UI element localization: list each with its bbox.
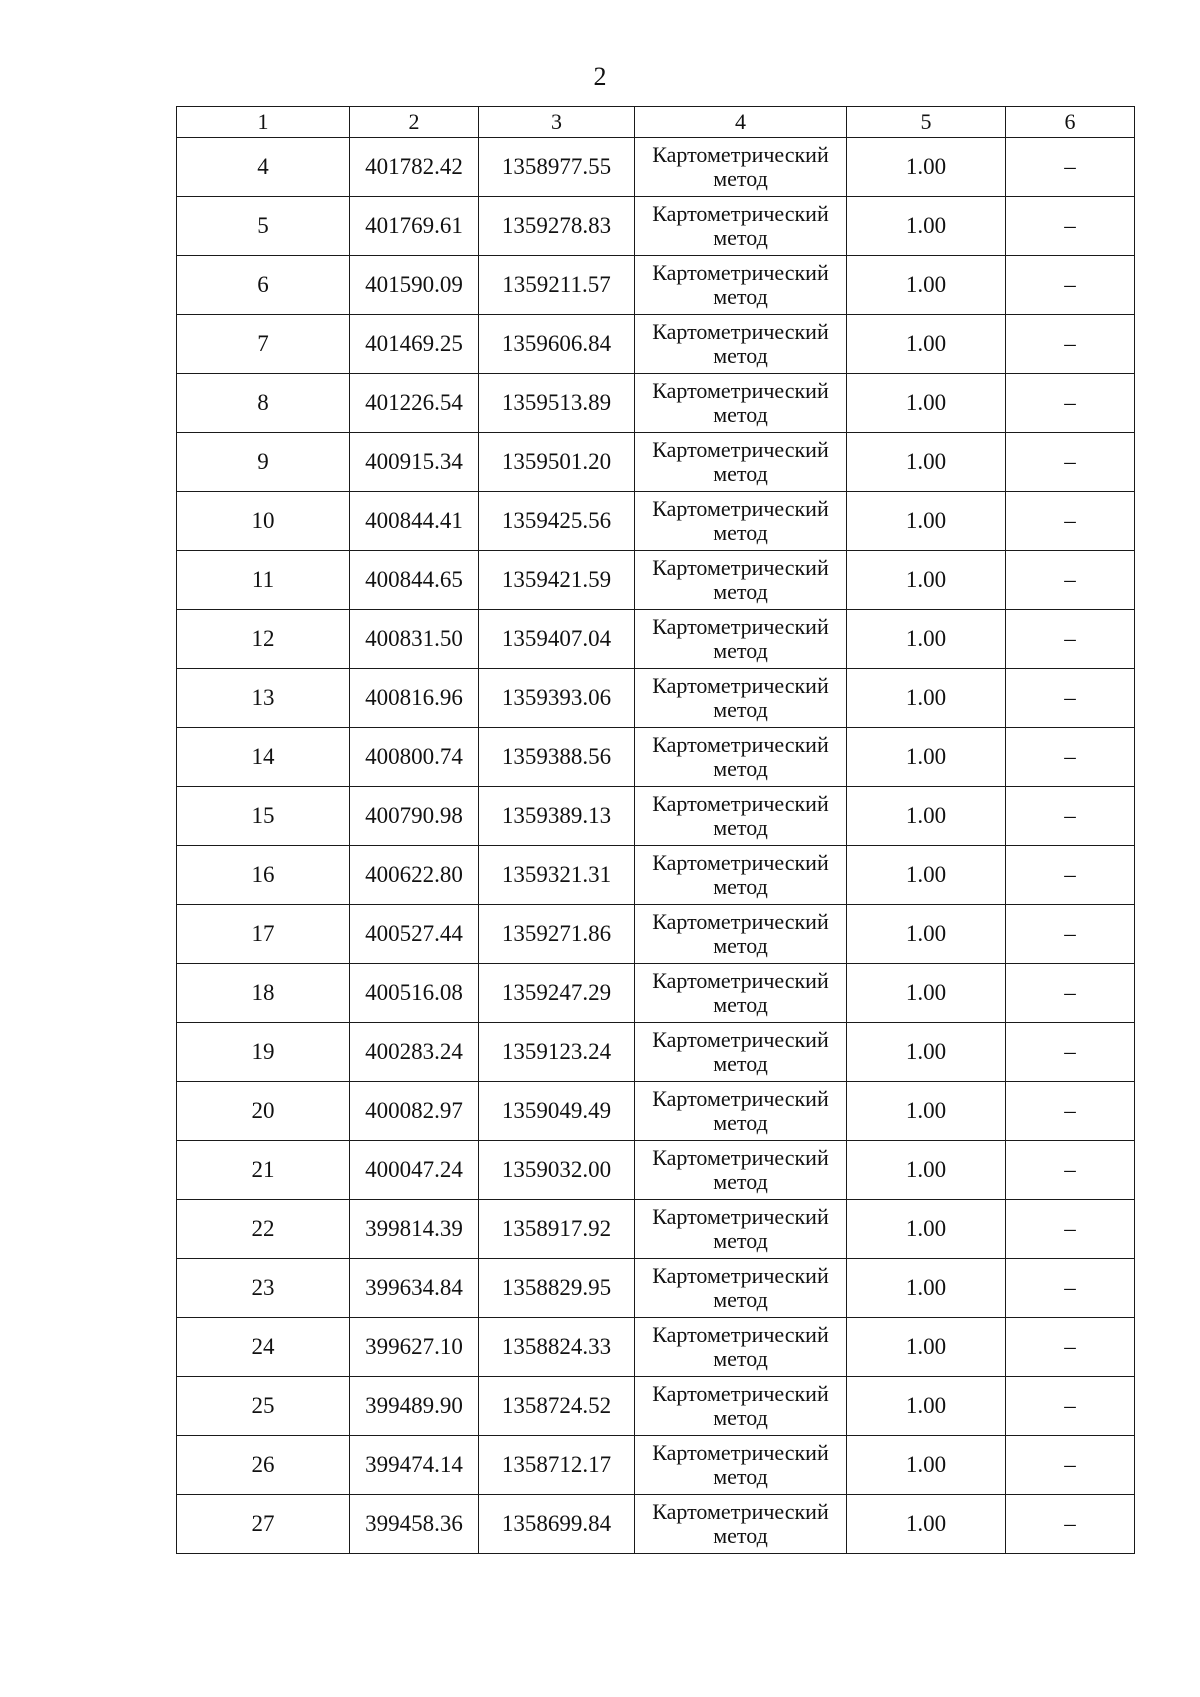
accuracy-cell: 1.00 bbox=[847, 728, 1006, 787]
accuracy-cell: 1.00 bbox=[847, 846, 1006, 905]
method-cell bbox=[635, 138, 847, 197]
y-coordinate-cell: 1358724.52 bbox=[479, 1377, 635, 1436]
table-row bbox=[177, 1377, 1135, 1436]
method-text-line: метод bbox=[713, 815, 768, 840]
note-cell: – bbox=[1006, 551, 1135, 610]
y-coordinate-cell: 1359049.49 bbox=[479, 1082, 635, 1141]
method-text-line: метод bbox=[713, 1228, 768, 1253]
accuracy-cell: 1.00 bbox=[847, 610, 1006, 669]
note-cell: – bbox=[1006, 374, 1135, 433]
table-row bbox=[177, 256, 1135, 315]
table-row bbox=[177, 1436, 1135, 1495]
x-coordinate-cell: 401769.61 bbox=[350, 197, 479, 256]
note-cell: – bbox=[1006, 315, 1135, 374]
x-coordinate-cell: 399458.36 bbox=[350, 1495, 479, 1554]
note-cell: – bbox=[1006, 138, 1135, 197]
point-number-cell: 19 bbox=[177, 1023, 350, 1082]
accuracy-cell: 1.00 bbox=[847, 374, 1006, 433]
method-text-line: метод bbox=[713, 874, 768, 899]
method-cell bbox=[635, 1495, 847, 1554]
table-row bbox=[177, 1495, 1135, 1554]
y-coordinate-cell: 1359211.57 bbox=[479, 256, 635, 315]
x-coordinate-cell: 399627.10 bbox=[350, 1318, 479, 1377]
point-number-cell: 21 bbox=[177, 1141, 350, 1200]
note-cell: – bbox=[1006, 1436, 1135, 1495]
x-coordinate-cell: 400790.98 bbox=[350, 787, 479, 846]
method-cell bbox=[635, 1200, 847, 1259]
method-text-line: Картометрический bbox=[652, 437, 829, 462]
y-coordinate-cell: 1359123.24 bbox=[479, 1023, 635, 1082]
point-number-cell: 13 bbox=[177, 669, 350, 728]
accuracy-cell: 1.00 bbox=[847, 1495, 1006, 1554]
method-text-line: метод bbox=[713, 1464, 768, 1489]
method-cell bbox=[635, 492, 847, 551]
y-coordinate-cell: 1359032.00 bbox=[479, 1141, 635, 1200]
note-cell: – bbox=[1006, 1082, 1135, 1141]
point-number-cell: 4 bbox=[177, 138, 350, 197]
x-coordinate-cell: 400915.34 bbox=[350, 433, 479, 492]
method-cell bbox=[635, 846, 847, 905]
x-coordinate-cell: 399634.84 bbox=[350, 1259, 479, 1318]
table-row bbox=[177, 374, 1135, 433]
method-cell bbox=[635, 1377, 847, 1436]
method-text-line: Картометрический bbox=[652, 1204, 829, 1229]
method-text-line: Картометрический bbox=[652, 1145, 829, 1170]
point-number-cell: 18 bbox=[177, 964, 350, 1023]
table-row bbox=[177, 551, 1135, 610]
point-number-cell: 6 bbox=[177, 256, 350, 315]
y-coordinate-cell: 1359606.84 bbox=[479, 315, 635, 374]
accuracy-cell: 1.00 bbox=[847, 1436, 1006, 1495]
accuracy-cell: 1.00 bbox=[847, 315, 1006, 374]
x-coordinate-cell: 399474.14 bbox=[350, 1436, 479, 1495]
method-text-line: метод bbox=[713, 166, 768, 191]
method-cell bbox=[635, 1141, 847, 1200]
y-coordinate-cell: 1359513.89 bbox=[479, 374, 635, 433]
table-row bbox=[177, 610, 1135, 669]
accuracy-cell: 1.00 bbox=[847, 964, 1006, 1023]
x-coordinate-cell: 400516.08 bbox=[350, 964, 479, 1023]
method-cell bbox=[635, 1259, 847, 1318]
header-col-5: 5 bbox=[847, 107, 1006, 138]
method-text-line: Картометрический bbox=[652, 201, 829, 226]
page-number: 2 bbox=[593, 62, 607, 91]
method-text-line: Картометрический bbox=[652, 673, 829, 698]
note-cell: – bbox=[1006, 1141, 1135, 1200]
method-text-line: метод bbox=[713, 933, 768, 958]
method-text-line: Картометрический bbox=[652, 142, 829, 167]
method-text-line: метод bbox=[713, 461, 768, 486]
y-coordinate-cell: 1359393.06 bbox=[479, 669, 635, 728]
method-text-line: метод bbox=[713, 1287, 768, 1312]
method-text-line: Картометрический bbox=[652, 378, 829, 403]
y-coordinate-cell: 1358829.95 bbox=[479, 1259, 635, 1318]
method-text-line: метод bbox=[713, 284, 768, 309]
x-coordinate-cell: 399814.39 bbox=[350, 1200, 479, 1259]
method-text-line: Картометрический bbox=[652, 1440, 829, 1465]
method-cell bbox=[635, 551, 847, 610]
point-number-cell: 5 bbox=[177, 197, 350, 256]
method-cell bbox=[635, 610, 847, 669]
note-cell: – bbox=[1006, 1377, 1135, 1436]
table-header-row bbox=[177, 107, 1135, 138]
x-coordinate-cell: 400844.65 bbox=[350, 551, 479, 610]
accuracy-cell: 1.00 bbox=[847, 1082, 1006, 1141]
method-text-line: метод bbox=[713, 520, 768, 545]
x-coordinate-cell: 399489.90 bbox=[350, 1377, 479, 1436]
x-coordinate-cell: 400527.44 bbox=[350, 905, 479, 964]
method-text-line: метод bbox=[713, 579, 768, 604]
table-row bbox=[177, 1082, 1135, 1141]
note-cell: – bbox=[1006, 669, 1135, 728]
accuracy-cell: 1.00 bbox=[847, 1259, 1006, 1318]
y-coordinate-cell: 1358824.33 bbox=[479, 1318, 635, 1377]
table-row bbox=[177, 197, 1135, 256]
x-coordinate-cell: 401469.25 bbox=[350, 315, 479, 374]
table-row bbox=[177, 492, 1135, 551]
y-coordinate-cell: 1359407.04 bbox=[479, 610, 635, 669]
method-text-line: метод bbox=[713, 343, 768, 368]
accuracy-cell: 1.00 bbox=[847, 1318, 1006, 1377]
method-text-line: Картометрический bbox=[652, 1322, 829, 1347]
table-row bbox=[177, 433, 1135, 492]
method-cell bbox=[635, 1436, 847, 1495]
accuracy-cell: 1.00 bbox=[847, 1200, 1006, 1259]
y-coordinate-cell: 1359388.56 bbox=[479, 728, 635, 787]
method-text-line: Картометрический bbox=[652, 791, 829, 816]
x-coordinate-cell: 400047.24 bbox=[350, 1141, 479, 1200]
accuracy-cell: 1.00 bbox=[847, 787, 1006, 846]
table-row bbox=[177, 1318, 1135, 1377]
accuracy-cell: 1.00 bbox=[847, 551, 1006, 610]
accuracy-cell: 1.00 bbox=[847, 905, 1006, 964]
point-number-cell: 14 bbox=[177, 728, 350, 787]
point-number-cell: 23 bbox=[177, 1259, 350, 1318]
table-body bbox=[177, 138, 1135, 1554]
note-cell: – bbox=[1006, 197, 1135, 256]
accuracy-cell: 1.00 bbox=[847, 669, 1006, 728]
method-text-line: метод bbox=[713, 402, 768, 427]
point-number-cell: 8 bbox=[177, 374, 350, 433]
point-number-cell: 7 bbox=[177, 315, 350, 374]
table-row bbox=[177, 315, 1135, 374]
method-text-line: метод bbox=[713, 756, 768, 781]
header-col-3: 3 bbox=[479, 107, 635, 138]
method-text-line: Картометрический bbox=[652, 260, 829, 285]
method-text-line: метод bbox=[713, 1523, 768, 1548]
method-text-line: метод bbox=[713, 225, 768, 250]
method-cell bbox=[635, 315, 847, 374]
point-number-cell: 12 bbox=[177, 610, 350, 669]
method-cell bbox=[635, 1023, 847, 1082]
method-text-line: Картометрический bbox=[652, 850, 829, 875]
note-cell: – bbox=[1006, 492, 1135, 551]
method-cell bbox=[635, 1318, 847, 1377]
point-number-cell: 26 bbox=[177, 1436, 350, 1495]
table-row bbox=[177, 846, 1135, 905]
y-coordinate-cell: 1359278.83 bbox=[479, 197, 635, 256]
note-cell: – bbox=[1006, 964, 1135, 1023]
method-text-line: метод bbox=[713, 1051, 768, 1076]
accuracy-cell: 1.00 bbox=[847, 138, 1006, 197]
method-cell bbox=[635, 197, 847, 256]
method-text-line: Картометрический bbox=[652, 1027, 829, 1052]
y-coordinate-cell: 1359321.31 bbox=[479, 846, 635, 905]
accuracy-cell: 1.00 bbox=[847, 197, 1006, 256]
point-number-cell: 27 bbox=[177, 1495, 350, 1554]
table-row bbox=[177, 669, 1135, 728]
method-text-line: Картометрический bbox=[652, 555, 829, 580]
method-cell bbox=[635, 669, 847, 728]
method-cell bbox=[635, 256, 847, 315]
x-coordinate-cell: 400831.50 bbox=[350, 610, 479, 669]
note-cell: – bbox=[1006, 787, 1135, 846]
table-row bbox=[177, 728, 1135, 787]
point-number-cell: 10 bbox=[177, 492, 350, 551]
y-coordinate-cell: 1359389.13 bbox=[479, 787, 635, 846]
table-row bbox=[177, 787, 1135, 846]
table-row bbox=[177, 905, 1135, 964]
note-cell: – bbox=[1006, 1318, 1135, 1377]
note-cell: – bbox=[1006, 610, 1135, 669]
x-coordinate-cell: 400800.74 bbox=[350, 728, 479, 787]
point-number-cell: 17 bbox=[177, 905, 350, 964]
y-coordinate-cell: 1359425.56 bbox=[479, 492, 635, 551]
method-cell bbox=[635, 433, 847, 492]
x-coordinate-cell: 400622.80 bbox=[350, 846, 479, 905]
x-coordinate-cell: 400844.41 bbox=[350, 492, 479, 551]
x-coordinate-cell: 400816.96 bbox=[350, 669, 479, 728]
point-number-cell: 20 bbox=[177, 1082, 350, 1141]
note-cell: – bbox=[1006, 846, 1135, 905]
point-number-cell: 9 bbox=[177, 433, 350, 492]
y-coordinate-cell: 1358977.55 bbox=[479, 138, 635, 197]
accuracy-cell: 1.00 bbox=[847, 256, 1006, 315]
table-row bbox=[177, 1023, 1135, 1082]
y-coordinate-cell: 1359271.86 bbox=[479, 905, 635, 964]
note-cell: – bbox=[1006, 1200, 1135, 1259]
x-coordinate-cell: 400082.97 bbox=[350, 1082, 479, 1141]
method-text-line: Картометрический bbox=[652, 909, 829, 934]
table-row bbox=[177, 964, 1135, 1023]
method-cell bbox=[635, 1082, 847, 1141]
method-text-line: Картометрический bbox=[652, 1381, 829, 1406]
method-text-line: метод bbox=[713, 1169, 768, 1194]
method-text-line: метод bbox=[713, 1110, 768, 1135]
point-number-cell: 25 bbox=[177, 1377, 350, 1436]
method-text-line: Картометрический bbox=[652, 732, 829, 757]
note-cell: – bbox=[1006, 728, 1135, 787]
point-number-cell: 22 bbox=[177, 1200, 350, 1259]
header-col-2: 2 bbox=[350, 107, 479, 138]
method-text-line: Картометрический bbox=[652, 496, 829, 521]
accuracy-cell: 1.00 bbox=[847, 492, 1006, 551]
table-row bbox=[177, 138, 1135, 197]
method-cell bbox=[635, 728, 847, 787]
method-text-line: Картометрический bbox=[652, 968, 829, 993]
y-coordinate-cell: 1359247.29 bbox=[479, 964, 635, 1023]
method-text-line: метод bbox=[713, 638, 768, 663]
method-text-line: метод bbox=[713, 697, 768, 722]
accuracy-cell: 1.00 bbox=[847, 433, 1006, 492]
method-text-line: метод bbox=[713, 1346, 768, 1371]
y-coordinate-cell: 1358712.17 bbox=[479, 1436, 635, 1495]
x-coordinate-cell: 400283.24 bbox=[350, 1023, 479, 1082]
method-cell bbox=[635, 787, 847, 846]
x-coordinate-cell: 401226.54 bbox=[350, 374, 479, 433]
point-number-cell: 15 bbox=[177, 787, 350, 846]
accuracy-cell: 1.00 bbox=[847, 1141, 1006, 1200]
accuracy-cell: 1.00 bbox=[847, 1377, 1006, 1436]
method-cell bbox=[635, 964, 847, 1023]
header-col-6: 6 bbox=[1006, 107, 1135, 138]
x-coordinate-cell: 401782.42 bbox=[350, 138, 479, 197]
table-row bbox=[177, 1141, 1135, 1200]
x-coordinate-cell: 401590.09 bbox=[350, 256, 479, 315]
accuracy-cell: 1.00 bbox=[847, 1023, 1006, 1082]
note-cell: – bbox=[1006, 433, 1135, 492]
note-cell: – bbox=[1006, 256, 1135, 315]
method-text-line: Картометрический bbox=[652, 1086, 829, 1111]
y-coordinate-cell: 1359501.20 bbox=[479, 433, 635, 492]
table-row bbox=[177, 1200, 1135, 1259]
y-coordinate-cell: 1358917.92 bbox=[479, 1200, 635, 1259]
note-cell: – bbox=[1006, 1495, 1135, 1554]
method-text-line: Картометрический bbox=[652, 1499, 829, 1524]
method-text-line: Картометрический bbox=[652, 1263, 829, 1288]
coordinates-table bbox=[176, 106, 1135, 1554]
method-text-line: Картометрический bbox=[652, 614, 829, 639]
point-number-cell: 11 bbox=[177, 551, 350, 610]
note-cell: – bbox=[1006, 1023, 1135, 1082]
method-text-line: метод bbox=[713, 992, 768, 1017]
note-cell: – bbox=[1006, 1259, 1135, 1318]
method-cell bbox=[635, 374, 847, 433]
method-text-line: Картометрический bbox=[652, 319, 829, 344]
header-col-4: 4 bbox=[635, 107, 847, 138]
point-number-cell: 16 bbox=[177, 846, 350, 905]
y-coordinate-cell: 1359421.59 bbox=[479, 551, 635, 610]
method-cell bbox=[635, 905, 847, 964]
y-coordinate-cell: 1358699.84 bbox=[479, 1495, 635, 1554]
header-col-1: 1 bbox=[177, 107, 350, 138]
method-text-line: метод bbox=[713, 1405, 768, 1430]
note-cell: – bbox=[1006, 905, 1135, 964]
table-row bbox=[177, 1259, 1135, 1318]
point-number-cell: 24 bbox=[177, 1318, 350, 1377]
